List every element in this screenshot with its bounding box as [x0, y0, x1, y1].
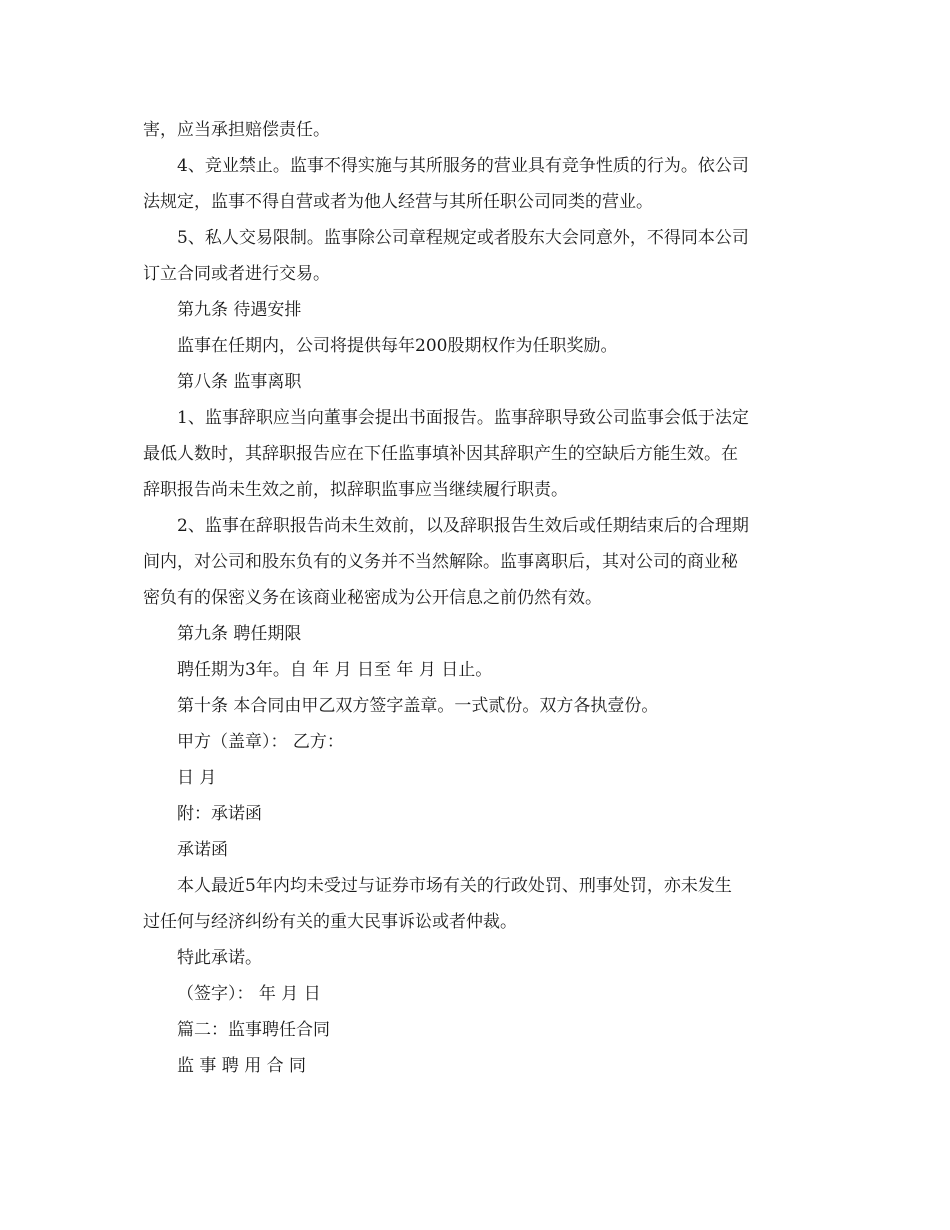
section-heading: 第九条 待遇安排: [177, 300, 302, 320]
text-line: 1、监事辞职应当向董事会提出书面报告。监事辞职导致公司监事会低于法定: [177, 408, 749, 428]
text-line: 本人最近5年内均未受过与证券市场有关的行政处罚、刑事处罚，亦未发生: [177, 876, 732, 896]
text-line: 法规定，监事不得自营或者为他人经营与其所任职公司同类的营业。: [143, 192, 653, 212]
date-line: 日 月: [177, 768, 217, 788]
text-line: 最低人数时，其辞职报告应在下任监事填补因其辞职产生的空缺后方能生效。在: [143, 444, 738, 464]
text-line: 特此承诺。: [177, 948, 262, 968]
text-line: 辞职报告尚未生效之前，拟辞职监事应当继续履行职责。: [143, 480, 568, 500]
appendix-label: 附：承诺函: [177, 804, 262, 824]
text-line: 订立合同或者进行交易。: [143, 264, 330, 284]
section-heading: 第九条 聘任期限: [177, 624, 302, 644]
text-line: 2、监事在辞职报告尚未生效前，以及辞职报告生效后或任期结束后的合理期: [177, 516, 749, 536]
section-heading: 第十条 本合同由甲乙双方签字盖章。一式贰份。双方各执壹份。: [177, 696, 659, 716]
chapter-heading: 篇二：监事聘任合同: [177, 1020, 330, 1040]
text-line: 间内，对公司和股东负有的义务并不当然解除。监事离职后，其对公司的商业秘: [143, 552, 738, 572]
section-heading: 第八条 监事离职: [177, 372, 302, 392]
text-line: 过任何与经济纠纷有关的重大民事诉讼或者仲裁。: [143, 912, 517, 932]
text-line: 5、私人交易限制。监事除公司章程规定或者股东大会同意外，不得同本公司: [177, 228, 749, 248]
signature-line: （签字）： 年 月 日: [177, 984, 321, 1004]
text-line: 4、竞业禁止。监事不得实施与其所服务的营业具有竞争性质的行为。依公司: [177, 156, 749, 176]
signature-line: 甲方（盖章）： 乙方：: [177, 732, 344, 752]
appendix-title: 承诺函: [177, 840, 228, 860]
text-line: 聘任期为3年。自 年 月 日至 年 月 日止。: [177, 660, 493, 680]
text-line: 害，应当承担赔偿责任。: [143, 120, 330, 140]
text-line: 密负有的保密义务在该商业秘密成为公开信息之前仍然有效。: [143, 588, 602, 608]
document-body: [143, 112, 808, 1084]
text-line: 监事在任期内，公司将提供每年200股期权作为任职奖励。: [177, 336, 618, 356]
contract-title: 监 事 聘 用 合 同: [177, 1056, 307, 1076]
